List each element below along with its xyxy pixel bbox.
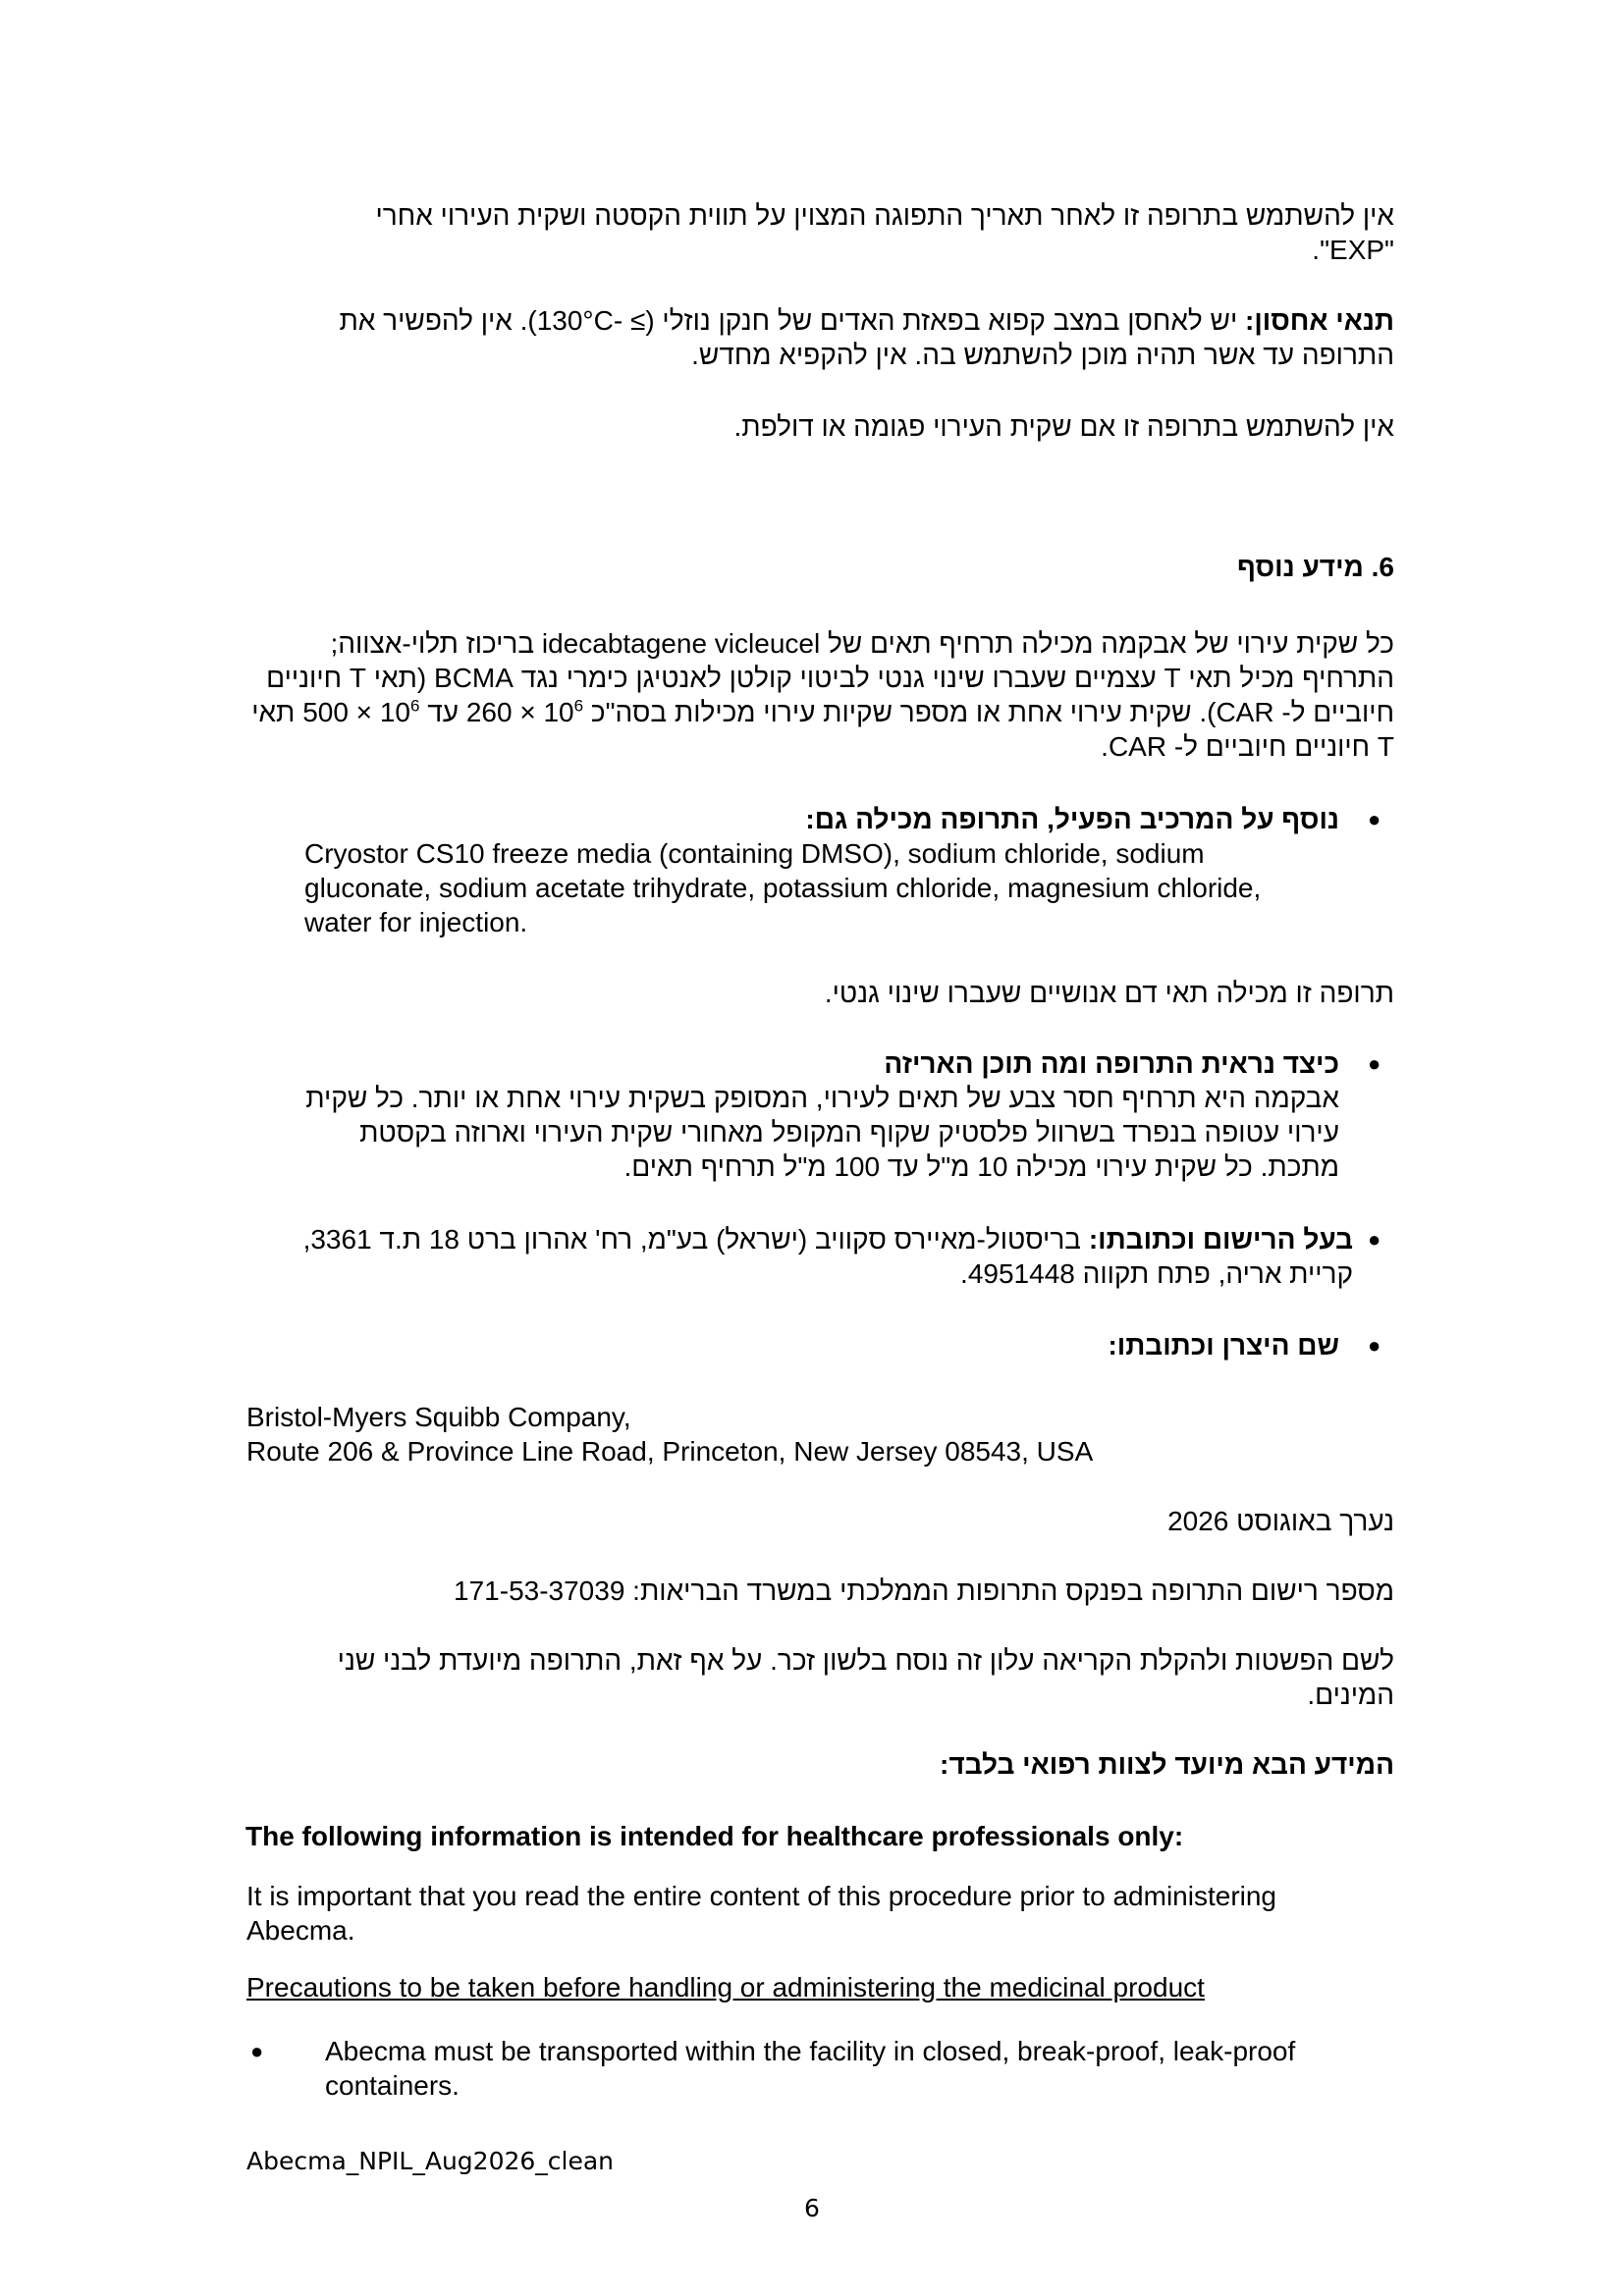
expiry-line-2: "EXP". bbox=[1312, 235, 1394, 265]
section-6-line-3-part-b: × 260 עד 10 bbox=[379, 697, 544, 727]
appearance-block bbox=[259, 1046, 1339, 1184]
storage-line-2: התרופה עד אשר תהיה מוכן להשתמש בה. אין להקפיא מחדש. bbox=[691, 340, 1394, 370]
holder-block bbox=[273, 1222, 1353, 1291]
gmo-note: תרופה זו מכילה תאי דם אנושיים שעברו שינוי גנטי. bbox=[824, 978, 1394, 1008]
section-6-line-1: כל שקית עירוי של אבקמה מכילה תרחיף תאים של idecabtagene vicleucel בריכוז תלוי-אצווה; bbox=[330, 628, 1394, 659]
footer-filename: Abecma_NPIL_Aug2026_clean bbox=[246, 2147, 615, 2175]
storage-text: יש לאחסן במצב קפוא בפאזת האדים של חנקן נוזלי (≥ -130°C). אין להפשיר את bbox=[339, 305, 1246, 336]
storage-paragraph bbox=[236, 303, 1394, 372]
ingredients-line-2: gluconate, sodium acetate trihydrate, potassium chloride, magnesium chloride, bbox=[304, 873, 1262, 903]
revised-date: נערך באוגוסט 2026 bbox=[1167, 1506, 1394, 1536]
holder-text: בריסטול-מאיירס סקוויב (ישראל) בע"מ, רח' אהרון ברט 18 ת.ד 3361, bbox=[302, 1224, 1089, 1255]
exponent-1: 6 bbox=[573, 696, 584, 716]
expiry-line-1: אין להשתמש בתרופה זו לאחר תאריך התפוגה המצוין על תווית הקסטה ושקית העירוי אחרי bbox=[375, 200, 1394, 231]
manufacturer-street: Route 206 & Province Line Road, Princeton, New Jersey 08543, USA bbox=[246, 1436, 1094, 1467]
precaution-line-1: Abecma must be transported within the facility in closed, break-proof, leak-proof bbox=[325, 2036, 1296, 2066]
precaution-item bbox=[325, 2034, 1425, 2103]
holder-label: בעל הרישום וכתובתו: bbox=[1088, 1224, 1353, 1255]
hcp-intro-line-1: It is important that you read the entire content of this procedure prior to administering bbox=[246, 1881, 1277, 1911]
registration-number: מספר רישום התרופה בפנקס התרופות הממלכתי במשרד הבריאות: 171-53-37039 bbox=[454, 1575, 1394, 1606]
manufacturer-name: Bristol-Myers Squibb Company, bbox=[246, 1402, 631, 1432]
gender-note-line-1: לשם הפשטות ולהקלת הקריאה עלון זה נוסח בלשון זכר. על אף זאת, התרופה מיועדת לבני שני bbox=[337, 1645, 1394, 1676]
manufacturer-bullet: ● bbox=[1368, 1333, 1381, 1358]
appearance-heading: כיצד נראית התרופה ומה תוכן האריזה bbox=[884, 1048, 1339, 1079]
section-6-line-2: התרחיף מכיל תאי T עצמיים שעברו שינוי גנטי לביטוי קולטן לאנטיגן כימרי נגד BCMA (תאי T חיוניים bbox=[266, 663, 1394, 693]
hcp-intro-line-2: Abecma. bbox=[246, 1915, 355, 1946]
exponent-2: 6 bbox=[409, 696, 420, 716]
holder-bullet: ● bbox=[1368, 1227, 1381, 1252]
storage-line-1 bbox=[236, 303, 1394, 338]
ingredients-bullet: ● bbox=[1368, 807, 1381, 831]
section-6-line-3-part-c: × 500 תאי bbox=[251, 697, 380, 727]
ingredients-heading: נוסף על המרכיב הפעיל, התרופה מכילה גם: bbox=[805, 804, 1339, 834]
manufacturer-address bbox=[246, 1400, 1376, 1468]
hcp-intro bbox=[246, 1879, 1425, 1948]
section-6-line-3-part-a: חיוביים ל- CAR). שקית עירוי אחת או מספר שקיות עירוי מכילות בסה"כ 10 bbox=[543, 697, 1394, 727]
ingredients-list bbox=[304, 836, 1404, 939]
precaution-bullet: ● bbox=[250, 2039, 264, 2063]
section-6-heading: 6. מידע נוסף bbox=[1237, 552, 1394, 582]
gender-note bbox=[236, 1643, 1394, 1712]
storage-label: תנאי אחסון: bbox=[1245, 305, 1394, 336]
section-6-paragraph bbox=[118, 626, 1394, 764]
manufacturer-heading: שם היצרן וכתובתו: bbox=[1108, 1330, 1339, 1361]
page-number: 6 bbox=[804, 2194, 820, 2222]
appearance-line-1: אבקמה היא תרחיף חסר צבע של תאים לעירוי, המסופק בשקית עירוי אחת או יותר. כל שקית bbox=[305, 1083, 1339, 1113]
gender-note-line-2: המינים. bbox=[1307, 1680, 1394, 1710]
section-6-line-3 bbox=[118, 695, 1394, 729]
appearance-line-3: מתכת. כל שקית עירוי מכילה 10 מ"ל עד 100 מ"ל תרחיף תאים. bbox=[623, 1151, 1339, 1182]
ingredients-line-3: water for injection. bbox=[304, 907, 528, 937]
hcp-heading-english: The following information is intended for healthcare professionals only: bbox=[245, 1821, 1184, 1851]
hcp-heading-hebrew: המידע הבא מיועד לצוות רפואי בלבד: bbox=[940, 1749, 1394, 1780]
section-6-line-4: T חיוניים חיוביים ל- CAR. bbox=[1101, 731, 1394, 762]
appearance-line-2: עירוי עטופה בנפרד בשרוול פלסטיק שקוף המקופל מאחורי שקית העירוי וארוזה בקסטת bbox=[359, 1117, 1339, 1148]
appearance-bullet: ● bbox=[1368, 1051, 1381, 1076]
precautions-heading: Precautions to be taken before handling or administering the medicinal product bbox=[246, 1972, 1205, 2002]
holder-line-2: קריית אריה, פתח תקווה 4951448. bbox=[960, 1258, 1353, 1289]
holder-line-1 bbox=[273, 1222, 1353, 1256]
damaged-bag-note: אין להשתמש בתרופה זו אם שקית העירוי פגומה או דולפת. bbox=[733, 411, 1394, 442]
ingredients-line-1: Cryostor CS10 freeze media (containing DMSO), sodium chloride, sodium bbox=[304, 838, 1205, 869]
precaution-line-2: containers. bbox=[325, 2070, 460, 2101]
expiry-paragraph bbox=[236, 198, 1394, 267]
